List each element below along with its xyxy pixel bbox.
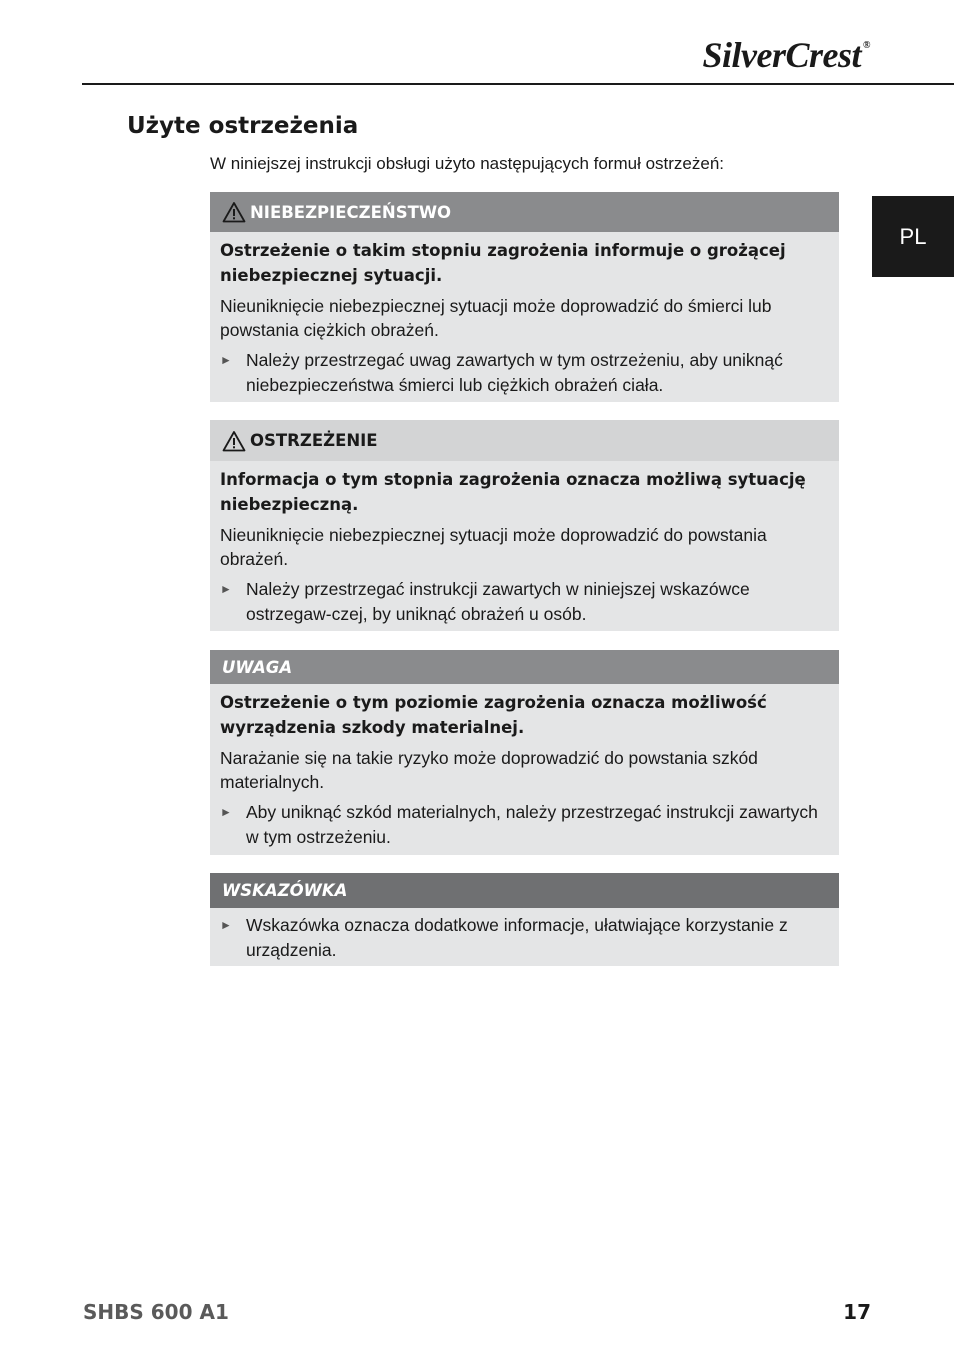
caution-bold-text: Ostrzeżenie o tym poziomie zagrożenia oznacza możliwość wyrządzenia szkody materialnej. <box>220 693 767 737</box>
danger-body <box>210 232 839 404</box>
page-title: Użyte ostrzeżenia <box>127 113 359 139</box>
note-bullet-text: Wskazówka oznacza dodatkowe informacje, ułatwiające korzystanie z urządzenia. <box>246 915 788 960</box>
bullet-arrow-icon: ► <box>220 353 232 367</box>
bullet-arrow-icon: ► <box>220 582 232 596</box>
caution-header <box>210 650 839 684</box>
caution-body <box>210 684 839 856</box>
note-header <box>210 873 839 908</box>
warning-bullet <box>220 577 829 627</box>
warning-header <box>210 420 839 461</box>
header-divider <box>82 83 954 85</box>
note-heading: WSKAZÓWKA <box>222 881 348 900</box>
bullet-arrow-icon: ► <box>220 805 232 819</box>
caution-box <box>210 650 839 855</box>
page-number: 17 <box>843 1300 871 1324</box>
caution-heading: UWAGA <box>222 657 293 677</box>
danger-bullet <box>220 348 829 398</box>
warning-triangle-icon <box>222 430 246 452</box>
bullet-arrow-icon: ► <box>220 918 232 932</box>
brand-name: SilverCrest <box>702 35 862 75</box>
note-box <box>210 873 839 966</box>
language-tab: PL <box>872 196 954 277</box>
danger-bold-text: Ostrzeżenie o takim stopniu zagrożenia informuje o grożącej niebezpiecznej sytuacji. <box>220 241 786 285</box>
brand-logo <box>703 34 871 76</box>
warning-bullet-text: Należy przestrzegać instrukcji zawartych w niniejszej wskazówce ostrzegaw-czej, by uniknąć obrażeń u osób. <box>246 579 750 624</box>
danger-box <box>210 192 839 402</box>
caution-text: Narażanie się na takie ryzyko może doprowadzić do powstania szkód materialnych. <box>220 748 758 792</box>
caution-bullet <box>220 800 829 850</box>
intro-text: W niniejszej instrukcji obsługi użyto następujących formuł ostrzeżeń: <box>210 154 725 173</box>
warning-triangle-icon <box>222 201 246 223</box>
footer-model: SHBS 600 A1 <box>83 1300 229 1324</box>
danger-header <box>210 192 839 232</box>
warning-box <box>210 420 839 631</box>
danger-heading: NIEBEZPIECZEŃSTWO <box>250 202 452 222</box>
warning-heading: OSTRZEŻENIE <box>250 431 378 450</box>
warning-bold-text: Informacja o tym stopnia zagrożenia oznacza możliwą sytuację niebezpieczną. <box>220 470 806 514</box>
danger-bullet-text: Należy przestrzegać uwag zawartych w tym ostrzeżeniu, aby uniknąć niebezpieczeństwa śmierci lub ciężkich obrażeń ciała. <box>246 350 783 395</box>
caution-bullet-text: Aby uniknąć szkód materialnych, należy przestrzegać instrukcji zawartych w tym ostrzeżeniu. <box>246 802 818 847</box>
note-bullet <box>220 913 829 963</box>
warning-body <box>210 461 839 633</box>
warning-text: Nieuniknięcie niebezpiecznej sytuacji może doprowadzić do powstania obrażeń. <box>220 525 767 569</box>
danger-text: Nieuniknięcie niebezpiecznej sytuacji może doprowadzić do śmierci lub powstania ciężkich obrażeń. <box>220 296 772 340</box>
registered-mark: ® <box>863 40 870 51</box>
note-body <box>210 908 839 969</box>
